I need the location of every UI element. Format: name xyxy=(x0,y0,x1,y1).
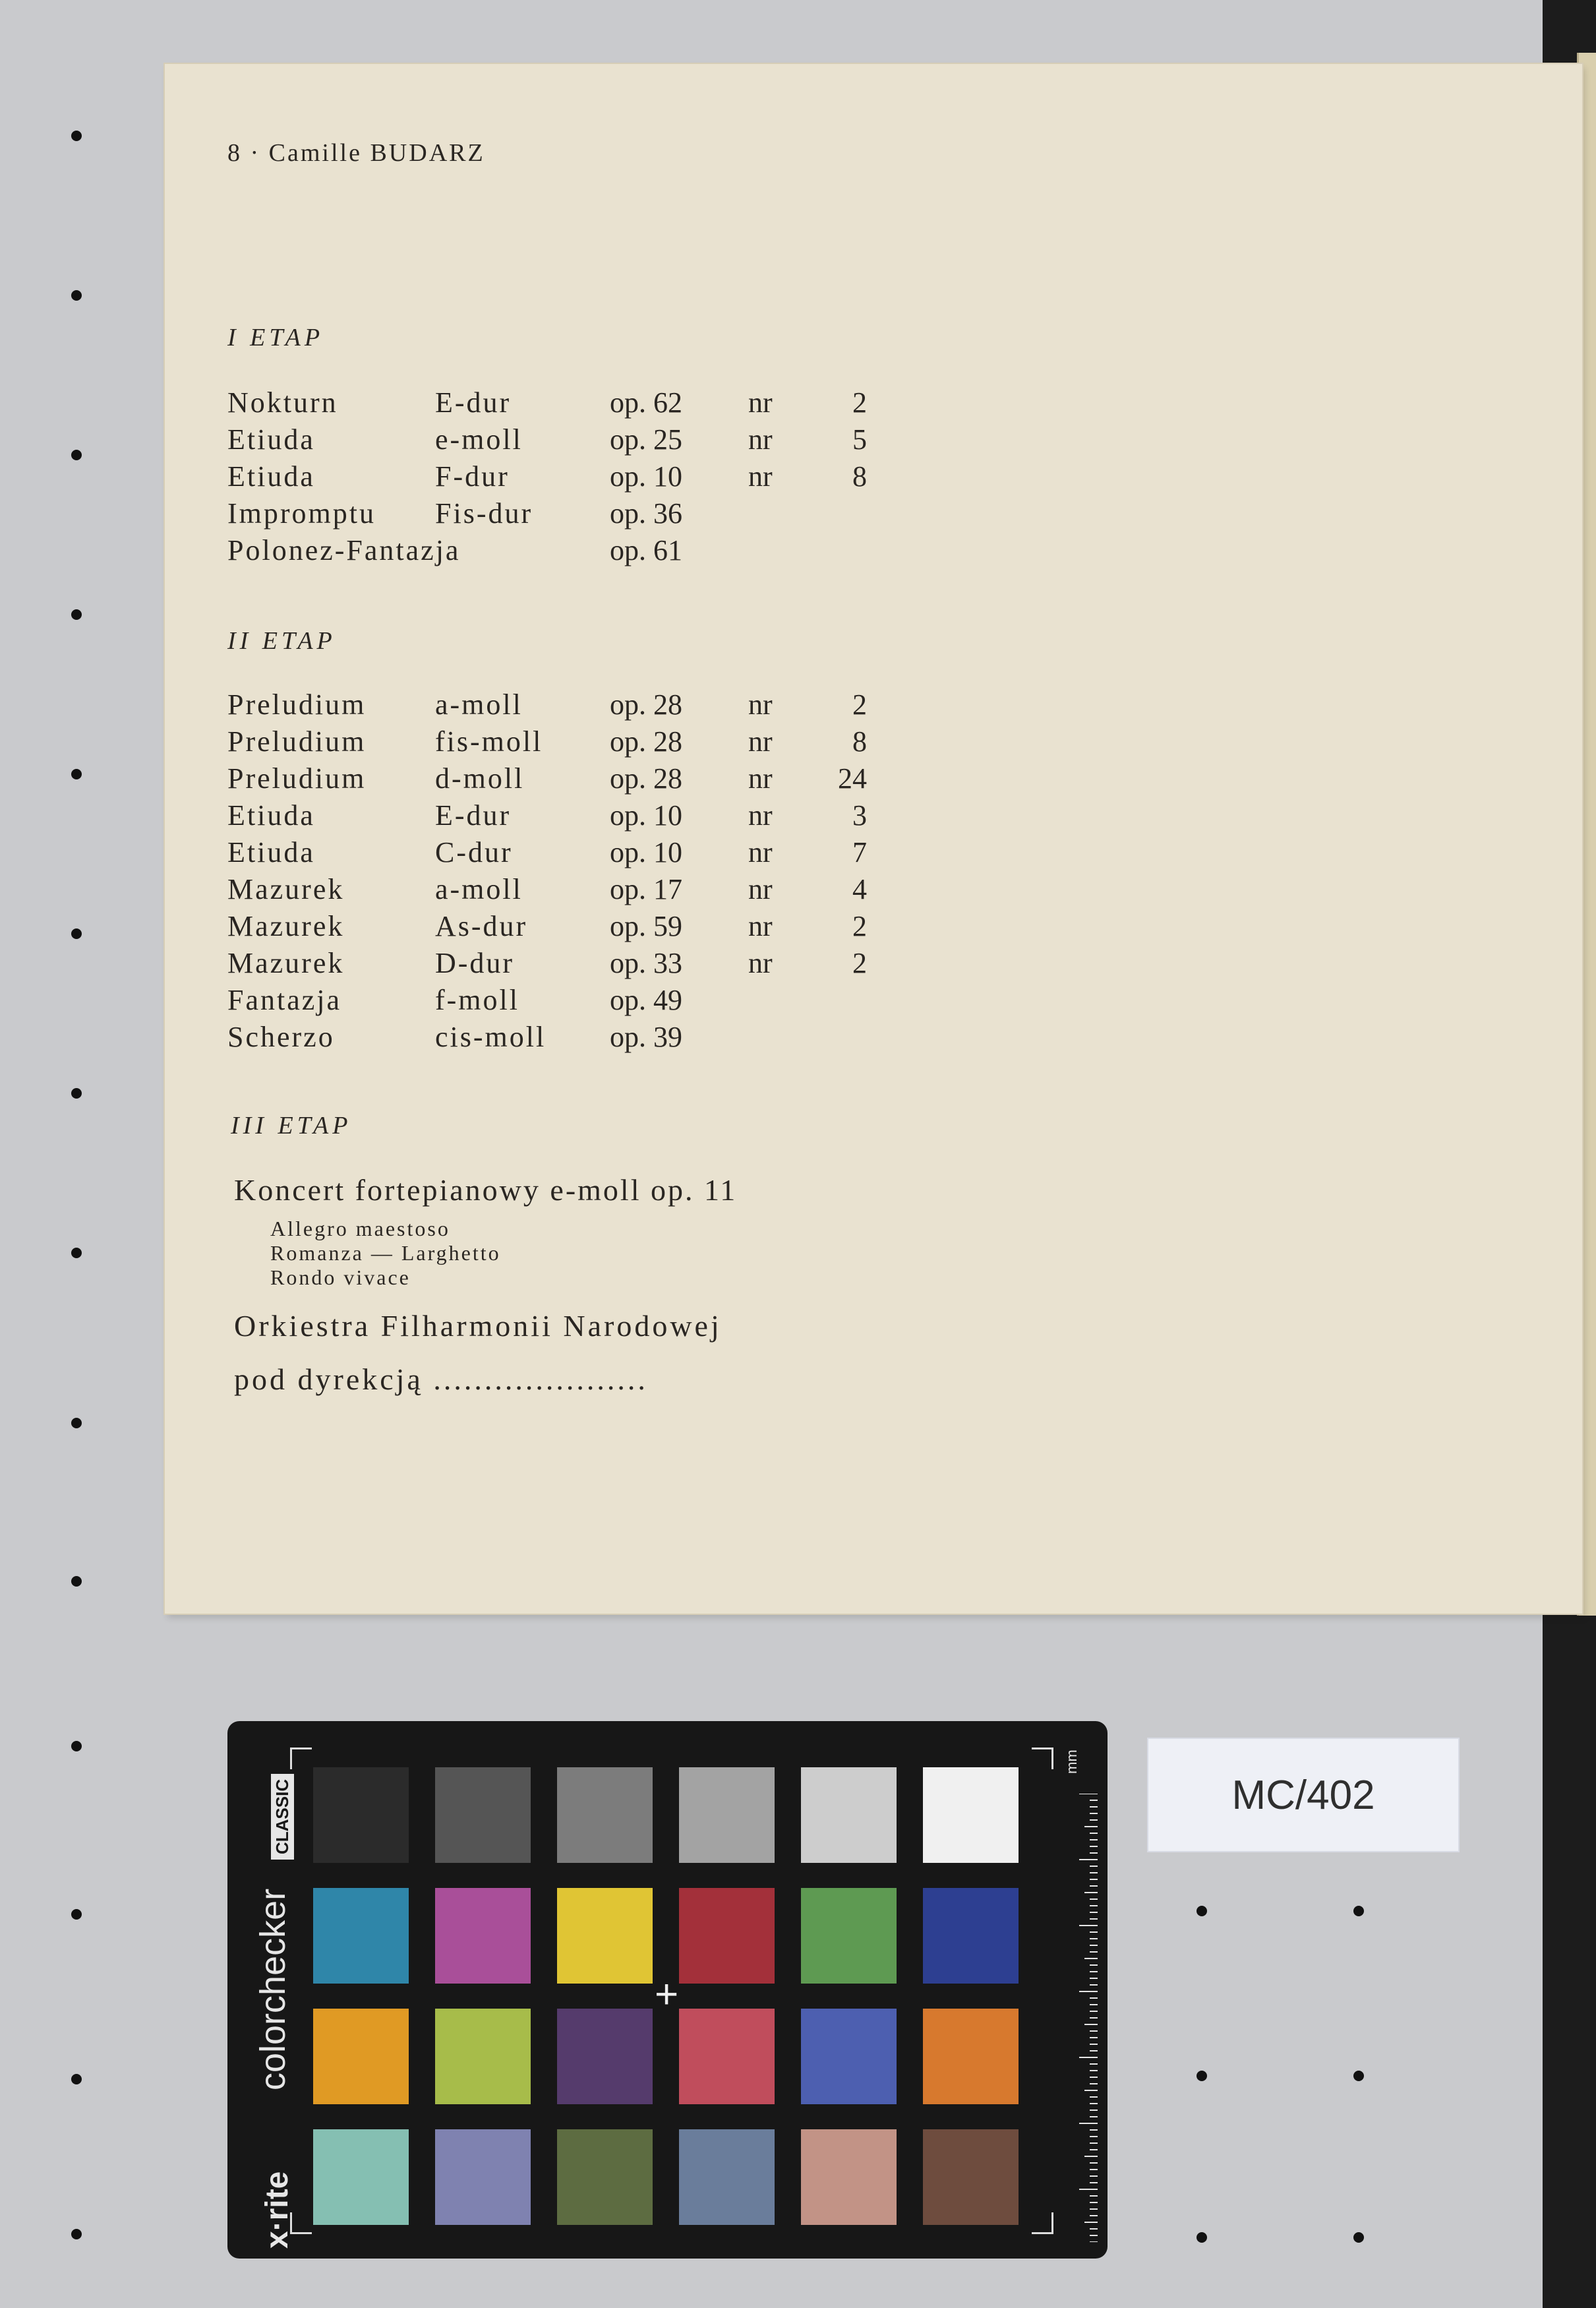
binder-hole xyxy=(1197,1906,1207,1916)
conductor-line: pod dyrekcją ..................... xyxy=(234,1362,648,1396)
piece-name: Etiuda xyxy=(227,836,315,868)
binder-hole xyxy=(71,450,82,460)
piece-name: Mazurek xyxy=(227,947,345,979)
orchestra-line: Orkiestra Filharmonii Narodowej xyxy=(234,1309,722,1343)
color-patch xyxy=(435,2009,531,2104)
binder-hole xyxy=(1353,1906,1364,1916)
number-label: nr xyxy=(748,762,773,795)
color-patch xyxy=(557,1888,653,1984)
page-header: 8 · Camille BUDARZ xyxy=(227,139,485,167)
classic-badge: CLASSIC xyxy=(271,1774,294,1860)
binder-hole xyxy=(71,1741,82,1751)
piece-name: Etiuda xyxy=(227,460,315,493)
opus-number: op. 17 xyxy=(610,873,682,905)
corner-mark-icon xyxy=(290,2212,312,2234)
opus-number: op. 39 xyxy=(610,1021,682,1053)
binder-hole xyxy=(71,1248,82,1258)
key-name: D-dur xyxy=(435,947,515,979)
key-name: a-moll xyxy=(435,873,523,905)
movement-2: Romanza — Larghetto xyxy=(270,1241,501,1265)
color-checker-card xyxy=(227,1721,1108,2259)
key-name: fis-moll xyxy=(435,725,543,758)
piece-name: Scherzo xyxy=(227,1021,335,1053)
number-label: nr xyxy=(748,799,773,832)
stage-2-title: II ETAP xyxy=(227,627,336,655)
piece-number: 2 xyxy=(852,947,867,979)
program-row xyxy=(227,460,1019,497)
stage-3-title: III ETAP xyxy=(231,1112,352,1139)
number-label: nr xyxy=(748,423,773,456)
binder-hole xyxy=(71,2074,82,2084)
binder-hole xyxy=(71,290,82,301)
program-row xyxy=(227,423,1019,460)
piece-number: 2 xyxy=(852,386,867,419)
program-row xyxy=(227,762,1019,799)
color-patch xyxy=(923,2009,1019,2104)
number-label: nr xyxy=(748,460,773,493)
number-label: nr xyxy=(748,725,773,758)
opus-number: op. 28 xyxy=(610,688,682,721)
key-name: cis-moll xyxy=(435,1021,547,1053)
mm-ruler xyxy=(1078,1794,1098,2242)
number-label: nr xyxy=(748,836,773,868)
color-patch xyxy=(435,1888,531,1984)
program-row xyxy=(227,1020,1019,1057)
piece-number: 5 xyxy=(852,423,867,456)
piece-number: 2 xyxy=(852,688,867,721)
colorchecker-brand: colorchecker xyxy=(253,1888,293,2090)
piece-name: Mazurek xyxy=(227,873,345,905)
xrite-logo: x·rite xyxy=(260,2171,295,2249)
number-label: nr xyxy=(748,873,773,905)
concert-title: Koncert fortepianowy e-moll op. 11 xyxy=(234,1173,738,1207)
opus-number: op. 59 xyxy=(610,910,682,942)
program-row xyxy=(227,386,1019,423)
number-label: nr xyxy=(748,386,773,419)
opus-number: op. 25 xyxy=(610,423,682,456)
key-name: Fis-dur xyxy=(435,497,533,530)
program-row xyxy=(227,688,1019,725)
binder-hole xyxy=(71,609,82,620)
color-patch xyxy=(313,2009,409,2104)
binder-hole xyxy=(1197,2071,1207,2081)
key-name: a-moll xyxy=(435,688,523,721)
key-name: d-moll xyxy=(435,762,525,795)
binder-hole xyxy=(1353,2232,1364,2243)
opus-number: op. 28 xyxy=(610,762,682,795)
piece-name: Etiuda xyxy=(227,799,315,832)
program-row xyxy=(227,835,1019,872)
key-name: As-dur xyxy=(435,910,528,942)
key-name: E-dur xyxy=(435,799,512,832)
program-row xyxy=(227,946,1019,983)
program-row xyxy=(227,497,1019,533)
opus-number: op. 10 xyxy=(610,460,682,493)
catalog-label: MC/402 xyxy=(1147,1738,1460,1852)
movement-3: Rondo vivace xyxy=(270,1265,411,1289)
piece-name: Preludium xyxy=(227,688,367,721)
number-label: nr xyxy=(748,947,773,979)
color-patch xyxy=(557,2009,653,2104)
key-name: C-dur xyxy=(435,836,513,868)
number-label: nr xyxy=(748,688,773,721)
key-name: E-dur xyxy=(435,386,512,419)
color-patch xyxy=(679,1888,775,1984)
color-patch xyxy=(679,2129,775,2225)
program-row xyxy=(227,983,1019,1020)
key-name: f-moll xyxy=(435,984,519,1016)
binder-hole xyxy=(71,928,82,939)
opus-number: op. 10 xyxy=(610,836,682,868)
color-patch xyxy=(679,2009,775,2104)
color-patch xyxy=(801,2009,897,2104)
program-row xyxy=(227,909,1019,946)
binder-hole xyxy=(71,1418,82,1428)
piece-name: Nokturn xyxy=(227,386,338,419)
piece-number: 8 xyxy=(852,460,867,493)
opus-number: op. 61 xyxy=(610,534,682,566)
binder-hole xyxy=(71,131,82,141)
color-patch xyxy=(435,1767,531,1863)
color-patch xyxy=(923,1767,1019,1863)
piece-name: Etiuda xyxy=(227,423,315,456)
binder-hole xyxy=(71,1088,82,1099)
piece-name: Mazurek xyxy=(227,910,345,942)
binder-hole xyxy=(71,769,82,779)
binder-hole xyxy=(1197,2232,1207,2243)
color-patch xyxy=(557,1767,653,1863)
color-patch xyxy=(801,1888,897,1984)
color-patch xyxy=(313,1767,409,1863)
corner-mark-icon xyxy=(290,1747,312,1769)
center-crosshair-icon: + xyxy=(655,1972,679,2017)
piece-number: 8 xyxy=(852,725,867,758)
opus-number: op. 62 xyxy=(610,386,682,419)
color-patch xyxy=(557,2129,653,2225)
opus-number: op. 49 xyxy=(610,984,682,1016)
program-row xyxy=(227,725,1019,762)
piece-number: 7 xyxy=(852,836,867,868)
opus-number: op. 36 xyxy=(610,497,682,530)
key-name: F-dur xyxy=(435,460,510,493)
piece-name: Preludium xyxy=(227,762,367,795)
color-patch xyxy=(801,1767,897,1863)
color-patch xyxy=(435,2129,531,2225)
opus-number: op. 33 xyxy=(610,947,682,979)
opus-number: op. 10 xyxy=(610,799,682,832)
number-label: nr xyxy=(748,910,773,942)
piece-number: 24 xyxy=(838,762,867,795)
binder-hole xyxy=(1353,2071,1364,2081)
color-patch xyxy=(801,2129,897,2225)
corner-mark-icon xyxy=(1032,2212,1053,2234)
opus-number: op. 28 xyxy=(610,725,682,758)
key-name: e-moll xyxy=(435,423,523,456)
color-patch xyxy=(923,2129,1019,2225)
piece-number: 4 xyxy=(852,873,867,905)
color-patch xyxy=(313,1888,409,1984)
corner-mark-icon xyxy=(1032,1747,1053,1769)
program-row xyxy=(227,533,1019,570)
program-row xyxy=(227,799,1019,835)
program-row xyxy=(227,872,1019,909)
piece-name: Fantazja xyxy=(227,984,342,1016)
movement-1: Allegro maestoso xyxy=(270,1217,450,1240)
color-patch xyxy=(923,1888,1019,1984)
binder-hole xyxy=(71,1576,82,1587)
piece-name: Preludium xyxy=(227,725,367,758)
piece-number: 2 xyxy=(852,910,867,942)
ruler-unit-label: mm xyxy=(1063,1749,1080,1774)
color-patch xyxy=(679,1767,775,1863)
binder-hole xyxy=(71,2229,82,2239)
binder-hole xyxy=(71,1909,82,1920)
piece-number: 3 xyxy=(852,799,867,832)
piece-name: Impromptu xyxy=(227,497,376,530)
stage-1-title: I ETAP xyxy=(227,324,324,351)
piece-name: Polonez-Fantazja xyxy=(227,534,461,566)
color-patch xyxy=(313,2129,409,2225)
